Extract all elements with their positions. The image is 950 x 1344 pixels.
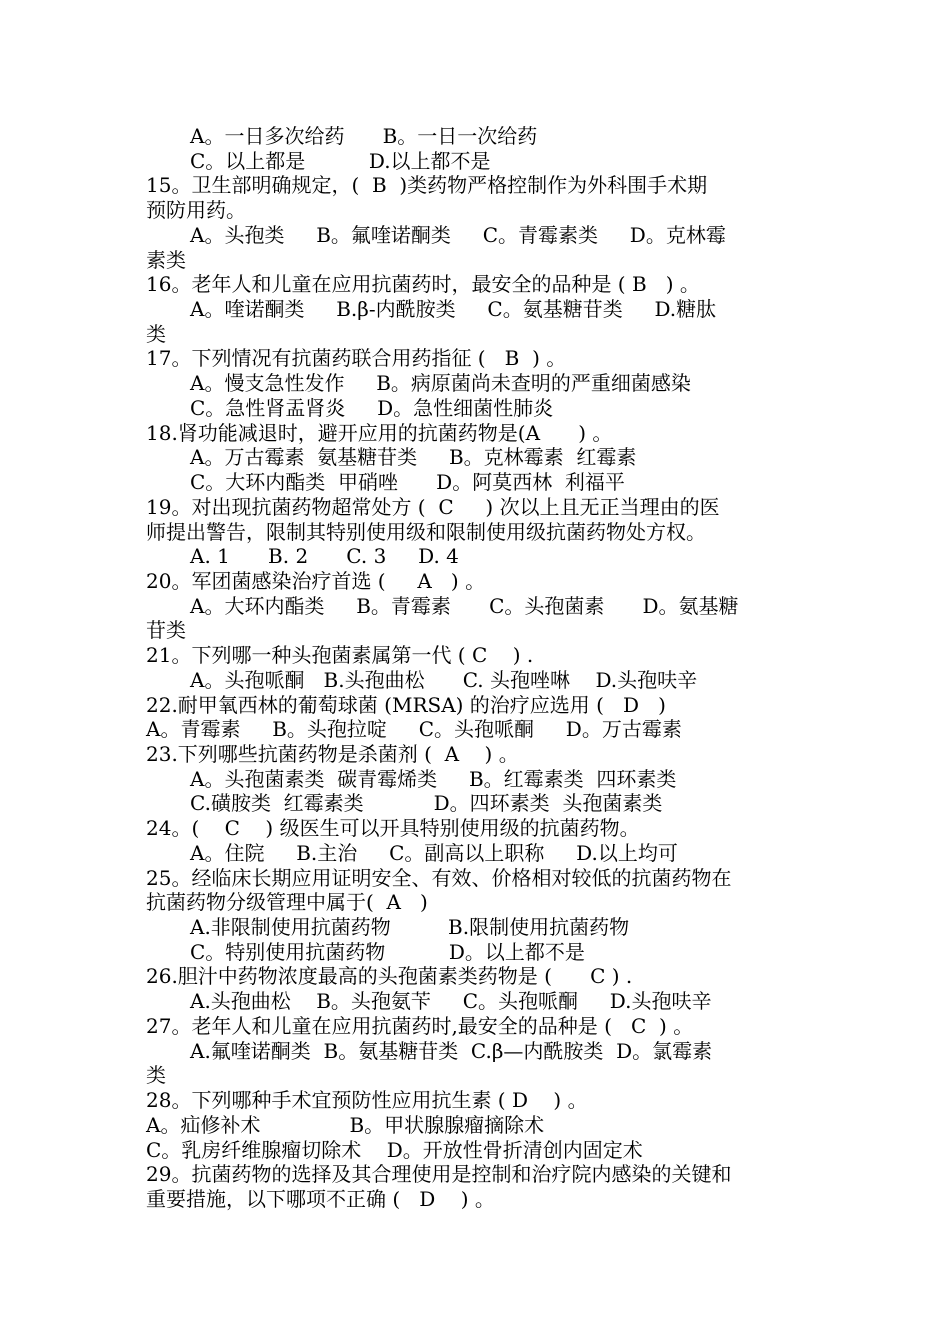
text-line: 师提出警告，限制其特别使用级和限制使用级抗菌药物处方权。: [146, 519, 706, 544]
text-line: 17。下列情况有抗菌药联合用药指征 ( B ) 。: [146, 346, 567, 371]
text-line: C。乳房纤维腺瘤切除术 D。开放性骨折清创内固定术: [146, 1137, 643, 1162]
text-line: 26.胆汁中药物浓度最高的头孢菌素类药物是 ( C ) .: [146, 964, 633, 989]
text-line: 16。老年人和儿童在应用抗菌药时，最安全的品种是 ( B ) 。: [146, 272, 700, 297]
text-line: 22.耐甲氧西林的葡萄球菌 (MRSA) 的治疗应选用 ( D ): [146, 692, 666, 717]
text-line: A。喹诺酮类 B.β-内酰胺类 C。氨基糖苷类 D.糖肽: [190, 297, 717, 322]
text-line: 类: [146, 1063, 166, 1088]
text-line: 19。对出现抗菌药物超常处方 ( C ) 次以上且无正当理由的医: [146, 494, 720, 519]
text-line: A.氟喹诺酮类 B。氨基糖苷类 C.β—内酰胺类 D。氯霉素: [190, 1038, 713, 1063]
text-line: A。疝修补术 B。甲状腺腺瘤摘除术: [146, 1112, 545, 1137]
text-line: A。住院 B.主治 C。副高以上职称 D.以上均可: [190, 840, 678, 865]
text-line: A。青霉素 B。头孢拉啶 C。头孢哌酮 D。万古霉素: [146, 717, 682, 742]
text-line: A。头孢菌素类 碳青霉烯类 B。红霉素类 四环素类: [190, 766, 677, 791]
text-line: C。急性肾盂肾炎 D。急性细菌性肺炎: [190, 395, 554, 420]
text-line: A。头孢哌酮 B.头孢曲松 C. 头孢唑啉 D.头孢呋辛: [190, 667, 698, 692]
text-line: A.非限制使用抗菌药物 B.限制使用抗菌药物: [190, 915, 630, 940]
text-line: A。头孢类 B。氟喹诺酮类 C。青霉素类 D。克林霉: [190, 222, 726, 247]
text-line: 苷类: [146, 618, 186, 643]
text-line: 20。军团菌感染治疗首选 ( A ) 。: [146, 568, 486, 593]
text-line: 29。抗菌药物的选择及其合理使用是控制和治疗院内感染的关键和: [146, 1162, 732, 1187]
text-line: 18.肾功能减退时，避开应用的抗菌药物是(A ) 。: [146, 420, 613, 445]
text-line: 重要措施，以下哪项不正确 ( D ) 。: [146, 1186, 495, 1211]
text-line: A。大环内酯类 B。青霉素 C。头孢菌素 D。氨基糖: [190, 593, 739, 618]
text-line: 15。卫生部明确规定，( B )类药物严格控制作为外科围手术期: [146, 173, 708, 198]
text-line: C。以上都是 D.以上都不是: [190, 148, 491, 173]
text-line: A.头孢曲松 B。头孢氨苄 C。头孢哌酮 D.头孢呋辛: [190, 989, 712, 1014]
text-line: 23.下列哪些抗菌药物是杀菌剂 ( A ) 。: [146, 742, 519, 766]
text-line: 27。老年人和儿童在应用抗菌药时,最安全的品种是 ( C ) 。: [146, 1013, 694, 1038]
text-line: A。万古霉素 氨基糖苷类 B。克林霉素 红霉素: [190, 445, 637, 470]
text-line: C.磺胺类 红霉素类 D。四环素类 头孢菌素类: [190, 791, 663, 816]
text-line: C。特别使用抗菌药物 D。以上都不是: [190, 939, 585, 964]
text-line: A。一日多次给药 B。一日一次给药: [190, 124, 538, 148]
text-line: 24。( C ) 级医生可以开具特别使用级的抗菌药物。: [146, 816, 640, 841]
text-line: A。慢支急性发作 B。病原菌尚未查明的严重细菌感染: [190, 371, 691, 396]
text-line: 类: [146, 321, 166, 346]
text-line: 预防用药。: [146, 198, 246, 223]
text-line: 28。下列哪种手术宜预防性应用抗生素 ( D ) 。: [146, 1088, 588, 1113]
text-line: 素类: [146, 247, 186, 272]
text-line: 25。经临床长期应用证明安全、有效、价格相对较低的抗菌药物在: [146, 865, 732, 890]
text-line: A. 1 B. 2 C. 3 D. 4: [190, 544, 459, 569]
text-line: 21。下列哪一种头孢菌素属第一代 ( C ) .: [146, 643, 534, 668]
text-line: C。大环内酯类 甲硝唑 D。阿莫西林 利福平: [190, 470, 625, 495]
text-line: 抗菌药物分级管理中属于( A ): [146, 890, 428, 915]
